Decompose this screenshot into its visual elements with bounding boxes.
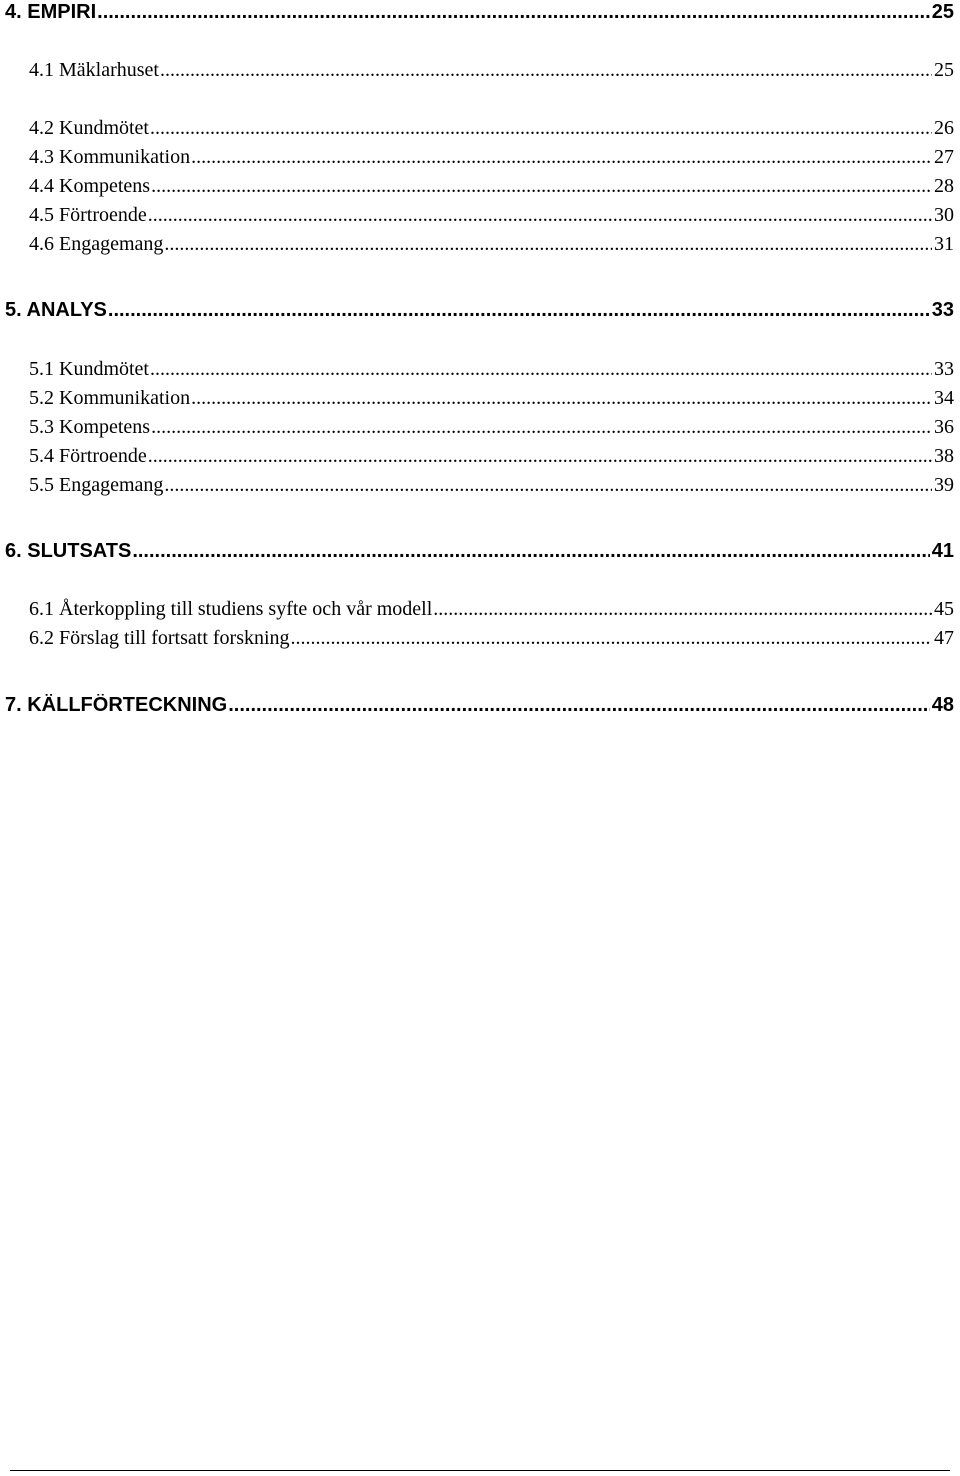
toc-entry-title: 4.2 Kundmötet <box>29 117 149 139</box>
toc-leader-dots <box>132 540 929 563</box>
toc-entry-page: 25 <box>931 1 954 23</box>
toc-entry-title: 4.1 Mäklarhuset <box>29 59 159 81</box>
toc-entry-page: 25 <box>934 59 954 81</box>
footer-divider <box>10 1470 950 1471</box>
toc-entry-title: 4.5 Förtroende <box>29 204 147 226</box>
toc-entry-title: 6.1 Återkoppling till studiens syfte och vår modell <box>29 598 433 620</box>
toc-entry-empiri-6[interactable] <box>29 233 954 256</box>
toc-entry-title: 5. ANALYS <box>5 299 107 321</box>
toc-leader-dots <box>191 146 932 169</box>
toc-entry-empiri-3[interactable] <box>29 146 954 169</box>
toc-leader-dots <box>97 1 930 24</box>
toc-entry-page: 41 <box>931 540 954 562</box>
toc-leader-dots <box>164 474 932 497</box>
toc-leader-dots <box>433 598 932 621</box>
toc-entry-slutsats[interactable] <box>5 540 954 563</box>
toc-entry-empiri-1[interactable] <box>29 59 954 82</box>
toc-entry-title: 4.3 Kommunikation <box>29 146 191 168</box>
toc-entry-slutsats-1[interactable] <box>29 598 954 621</box>
toc-leader-dots <box>148 445 932 468</box>
toc-entry-analys-1[interactable] <box>29 358 954 381</box>
toc-entry-page: 31 <box>934 233 954 255</box>
toc-entry-title: 6. SLUTSATS <box>5 540 132 562</box>
toc-entry-empiri-5[interactable] <box>29 204 954 227</box>
toc-entry-title: 4. EMPIRI <box>5 1 97 23</box>
toc-entry-title: 7. KÄLLFÖRTECKNING <box>5 694 228 716</box>
toc-entry-kallforteckning[interactable] <box>5 694 954 717</box>
toc-entry-page: 27 <box>934 146 954 168</box>
toc-leader-dots <box>151 416 932 439</box>
toc-entry-empiri-2[interactable] <box>29 117 954 140</box>
toc-entry-slutsats-2[interactable] <box>29 627 954 650</box>
toc-entry-empiri[interactable] <box>5 1 954 24</box>
toc-leader-dots <box>160 59 932 82</box>
toc-entry-page: 48 <box>931 694 954 716</box>
toc-entry-title: 6.2 Förslag till fortsatt forskning <box>29 627 290 649</box>
toc-entry-analys-5[interactable] <box>29 474 954 497</box>
toc-leader-dots <box>151 175 932 198</box>
toc-entry-page: 33 <box>931 299 954 321</box>
toc-leader-dots <box>148 204 932 227</box>
toc-leader-dots <box>228 694 930 717</box>
toc-entry-analys-2[interactable] <box>29 387 954 410</box>
toc-entry-page: 39 <box>934 474 954 496</box>
toc-entry-page: 28 <box>934 175 954 197</box>
toc-entry-title: 5.5 Engagemang <box>29 474 164 496</box>
toc-entry-title: 5.1 Kundmötet <box>29 358 149 380</box>
toc-entry-page: 38 <box>934 445 954 467</box>
toc-entry-page: 30 <box>934 204 954 226</box>
toc-entry-page: 47 <box>934 627 954 649</box>
toc-leader-dots <box>191 387 932 410</box>
toc-leader-dots <box>150 117 932 140</box>
toc-entry-analys-3[interactable] <box>29 416 954 439</box>
toc-entry-page: 26 <box>934 117 954 139</box>
toc-entry-title: 4.4 Kompetens <box>29 175 151 197</box>
toc-entry-empiri-4[interactable] <box>29 175 954 198</box>
toc-entry-page: 33 <box>934 358 954 380</box>
toc-leader-dots <box>150 358 932 381</box>
toc-entry-analys-4[interactable] <box>29 445 954 468</box>
toc-entry-page: 36 <box>934 416 954 438</box>
toc-leader-dots <box>291 627 932 650</box>
toc-entry-page: 45 <box>934 598 954 620</box>
toc-entry-page: 34 <box>934 387 954 409</box>
toc-entry-title: 4.6 Engagemang <box>29 233 164 255</box>
toc-entry-title: 5.4 Förtroende <box>29 445 147 467</box>
toc-leader-dots <box>164 233 932 256</box>
toc-entry-title: 5.3 Kompetens <box>29 416 151 438</box>
toc-entry-analys[interactable] <box>5 299 954 322</box>
toc-leader-dots <box>108 299 930 322</box>
toc-entry-title: 5.2 Kommunikation <box>29 387 191 409</box>
